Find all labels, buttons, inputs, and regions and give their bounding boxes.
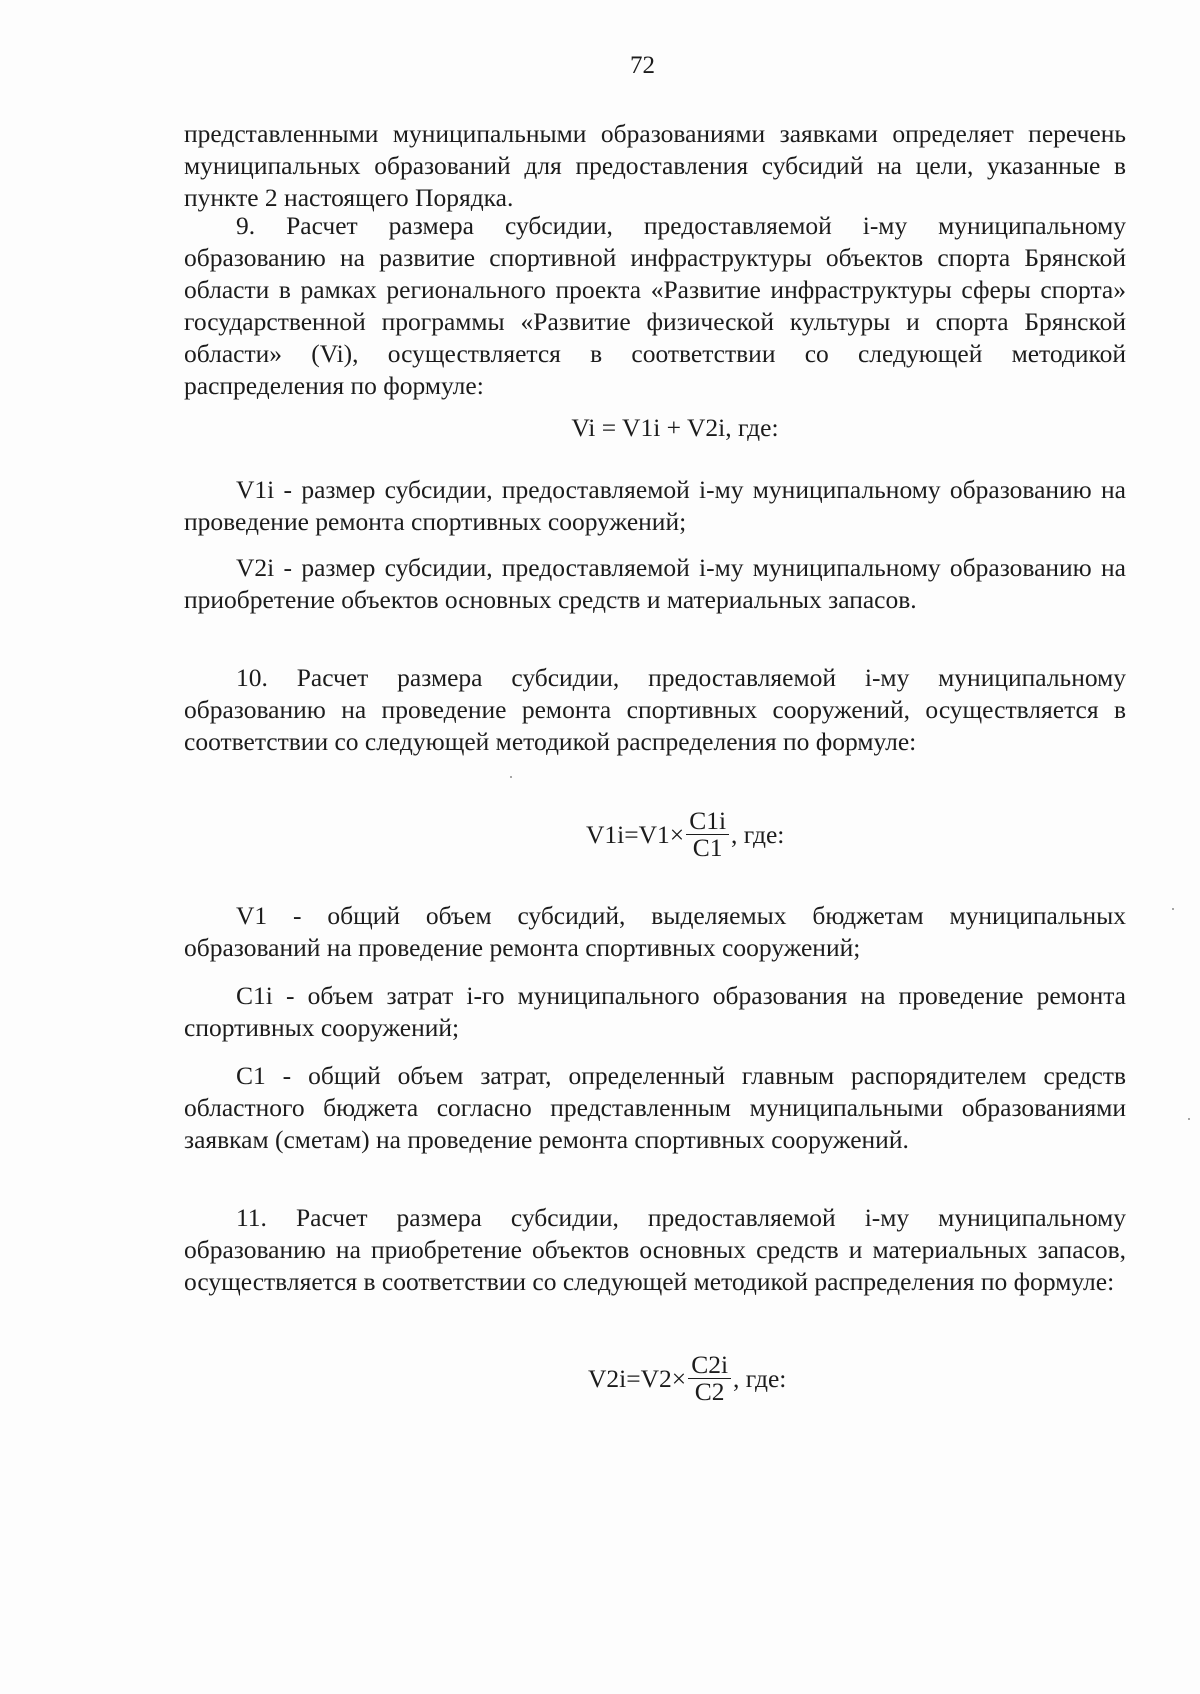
definition-v1i: V1i - размер субсидии, предоставляемой i-му муниципальному образованию на проведение ремонта спортивных сооружений; — [184, 475, 1126, 536]
definition-v2i: V2i - размер субсидии, предоставляемой i-му муниципальному образованию на приобретение объектов основных средств и материальных запасов. — [184, 553, 1126, 614]
formula-v2i-numerator: C2i — [691, 1350, 729, 1379]
formula-v1i-numerator: C1i — [689, 806, 727, 835]
definition-c1i: C1i - объем затрат i-го муниципального образования на проведение ремонта спортивных сооружений; — [184, 981, 1126, 1042]
formula-v1i-fraction — [686, 808, 729, 861]
scan-speck — [1188, 1118, 1190, 1120]
formula-v2i-lhs: V2i=V2× — [588, 1363, 687, 1393]
paragraph-9: 9. Расчет размера субсидии, предоставляемой i-му муниципальному образованию на развитие спортивной инфраструктуры объектов спорта Брянской области в рамках регионального проекта «Развитие инфраструктуры сферы спорта» государственной программы «Развитие физической культуры и спорта Брянской области» (Vi), осуществляется в соответствии со следующей методикой распределения по формуле: — [184, 211, 1126, 400]
formula-v2i — [588, 1352, 786, 1405]
formula-v1i-lhs: V1i=V1× — [586, 819, 685, 849]
definition-v1: V1 - общий объем субсидий, выделяемых бюджетам муниципальных образований на проведение ремонта спортивных сооружений; — [184, 901, 1126, 962]
page-number: 72 — [630, 52, 655, 79]
formula-v1i — [586, 808, 784, 861]
formula-v2i-suffix: , где: — [733, 1363, 787, 1393]
paragraph-intro: представленными муниципальными образованиями заявками определяет перечень муниципальных образований для предоставления субсидий на цели, указанные в пункте 2 настоящего Порядка. — [184, 119, 1126, 212]
scan-speck — [1172, 908, 1174, 910]
scan-speck — [510, 776, 512, 778]
paragraph-11: 11. Расчет размера субсидии, предоставляемой i-му муниципальному образованию на приобретение объектов основных средств и материальных запасов, осуществляется в соответствии со следующей методикой распределения по формуле: — [184, 1203, 1126, 1296]
formula-vi-text: Vi = V1i + V2i, где: — [571, 413, 779, 442]
formula-v2i-denominator: C2 — [694, 1377, 725, 1406]
formula-v1i-suffix: , где: — [731, 819, 785, 849]
formula-v2i-fraction — [688, 1352, 731, 1405]
formula-v1i-denominator: C1 — [692, 833, 723, 862]
definition-c1: C1 - общий объем затрат, определенный главным распорядителем средств областного бюджета согласно представленным муниципальными образованиями заявкам (сметам) на проведение ремонта спортивных сооружений. — [184, 1061, 1126, 1154]
paragraph-10: 10. Расчет размера субсидии, предоставляемой i-му муниципальному образованию на проведение ремонта спортивных сооружений, осуществляется в соответствии со следующей методикой распределения по формуле: — [184, 663, 1126, 756]
